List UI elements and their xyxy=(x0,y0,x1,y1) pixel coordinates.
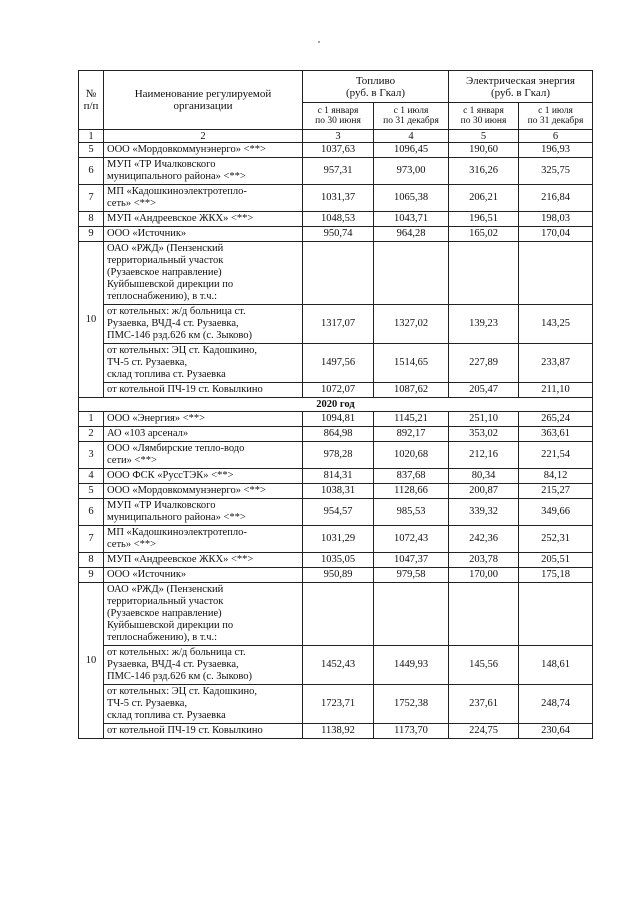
organization-name: ООО ФСК «РуссТЭК» <**> xyxy=(104,469,303,484)
header-electric-h1: с 1 января по 30 июня xyxy=(449,103,519,130)
tariff-value: 954,57 xyxy=(303,499,374,526)
tariff-value: 316,26 xyxy=(449,158,519,185)
column-number: 2 xyxy=(104,130,303,143)
tariff-value: 251,10 xyxy=(449,412,519,427)
tariff-value: 145,56 xyxy=(449,646,519,685)
tariff-value: 1038,31 xyxy=(303,484,374,499)
tariff-value: 353,02 xyxy=(449,427,519,442)
header-fuel-h1: с 1 января по 30 июня xyxy=(303,103,374,130)
organization-name: МУП «ТР Ичалковского муниципального района» <**> xyxy=(104,499,303,526)
header-num: № п/п xyxy=(79,71,104,130)
tariff-value: 203,78 xyxy=(449,553,519,568)
tariff-value: 1048,53 xyxy=(303,212,374,227)
row-number: 5 xyxy=(79,143,104,158)
row-number: 8 xyxy=(79,212,104,227)
tariff-value: 950,89 xyxy=(303,568,374,583)
tariff-value: 979,58 xyxy=(374,568,449,583)
tariff-value: 985,53 xyxy=(374,499,449,526)
tariff-table xyxy=(78,70,593,739)
tariff-value: 864,98 xyxy=(303,427,374,442)
boiler-name: от котельных: ЭЦ ст. Кадошкино, ТЧ-5 ст. Рузаевка, склад топлива ст. Рузаевка xyxy=(104,685,303,724)
tariff-value: 205,47 xyxy=(449,383,519,398)
boiler-name: от котельных: ЭЦ ст. Кадошкино, ТЧ-5 ст. Рузаевка, склад топлива ст. Рузаевка xyxy=(104,344,303,383)
year-label: 2020 год xyxy=(79,398,593,412)
empty-cell xyxy=(449,583,519,646)
tariff-value: 205,51 xyxy=(519,553,593,568)
tariff-value: 1317,07 xyxy=(303,305,374,344)
table-subrow xyxy=(79,305,593,344)
tariff-value: 211,10 xyxy=(519,383,593,398)
tariff-value: 814,31 xyxy=(303,469,374,484)
row-number: 6 xyxy=(79,499,104,526)
tariff-value: 964,28 xyxy=(374,227,449,242)
organization-name: МУП «Андреевское ЖКХ» <**> xyxy=(104,212,303,227)
table-row xyxy=(79,412,593,427)
organization-name: АО «103 арсенал» xyxy=(104,427,303,442)
tariff-value: 265,24 xyxy=(519,412,593,427)
boiler-name: от котельной ПЧ-19 ст. Ковылкино xyxy=(104,383,303,398)
table-row xyxy=(79,242,593,305)
tariff-value: 1514,65 xyxy=(374,344,449,383)
tariff-value: 237,61 xyxy=(449,685,519,724)
tariff-value: 1096,45 xyxy=(374,143,449,158)
empty-cell xyxy=(519,583,593,646)
organization-name: ООО «Энергия» <**> xyxy=(104,412,303,427)
tariff-value: 1138,92 xyxy=(303,724,374,739)
tariff-value: 227,89 xyxy=(449,344,519,383)
row-number: 7 xyxy=(79,526,104,553)
tariff-value: 190,60 xyxy=(449,143,519,158)
tariff-value: 1145,21 xyxy=(374,412,449,427)
table-row xyxy=(79,484,593,499)
tariff-value: 1031,37 xyxy=(303,185,374,212)
organization-name: ООО «Источник» xyxy=(104,227,303,242)
tariff-value: 1449,93 xyxy=(374,646,449,685)
table-row xyxy=(79,553,593,568)
organization-name: ОАО «РЖД» (Пензенский территориальный участок (Рузаевское направление) Куйбышевской дирекции по теплоснабжению), в т.ч.: xyxy=(104,583,303,646)
tariff-value: 1065,38 xyxy=(374,185,449,212)
tariff-value: 139,23 xyxy=(449,305,519,344)
organization-name: ООО «Мордовкоммунэнерго» <**> xyxy=(104,484,303,499)
tariff-value: 349,66 xyxy=(519,499,593,526)
empty-cell xyxy=(303,242,374,305)
table-row xyxy=(79,442,593,469)
empty-cell xyxy=(374,242,449,305)
tariff-value: 242,36 xyxy=(449,526,519,553)
organization-name: МП «Кадошкиноэлектротепло- сеть» <**> xyxy=(104,185,303,212)
tariff-value: 973,00 xyxy=(374,158,449,185)
row-number: 8 xyxy=(79,553,104,568)
header-row xyxy=(79,71,593,103)
tariff-value: 170,00 xyxy=(449,568,519,583)
tariff-value: 978,28 xyxy=(303,442,374,469)
tariff-value: 80,34 xyxy=(449,469,519,484)
table-row xyxy=(79,427,593,442)
row-number: 6 xyxy=(79,158,104,185)
scan-speck xyxy=(318,41,320,43)
header-fuel: Топливо (руб. в Гкал) xyxy=(303,71,449,103)
row-number: 3 xyxy=(79,442,104,469)
header-electric: Электрическая энергия (руб. в Гкал) xyxy=(449,71,593,103)
row-number: 7 xyxy=(79,185,104,212)
tariff-value: 1047,37 xyxy=(374,553,449,568)
tariff-value: 1094,81 xyxy=(303,412,374,427)
organization-name: МУП «Андреевское ЖКХ» <**> xyxy=(104,553,303,568)
tariff-value: 1452,43 xyxy=(303,646,374,685)
table-subrow xyxy=(79,383,593,398)
tariff-value: 252,31 xyxy=(519,526,593,553)
tariff-value: 1723,71 xyxy=(303,685,374,724)
tariff-value: 1031,29 xyxy=(303,526,374,553)
table-row xyxy=(79,185,593,212)
row-number: 10 xyxy=(79,583,104,739)
tariff-value: 1497,56 xyxy=(303,344,374,383)
column-number: 3 xyxy=(303,130,374,143)
tariff-value: 170,04 xyxy=(519,227,593,242)
tariff-value: 206,21 xyxy=(449,185,519,212)
column-number-row xyxy=(79,130,593,143)
tariff-value: 1043,71 xyxy=(374,212,449,227)
organization-name: МУП «ТР Ичалковского муниципального района» <**> xyxy=(104,158,303,185)
column-number: 1 xyxy=(79,130,104,143)
table-row xyxy=(79,499,593,526)
organization-name: ООО «Лямбирские тепло-водо сети» <**> xyxy=(104,442,303,469)
boiler-name: от котельных: ж/д больница ст. Рузаевка, ВЧД-4 ст. Рузаевка, ПМС-146 рзд.626 км (с. Зыково) xyxy=(104,305,303,344)
tariff-value: 1020,68 xyxy=(374,442,449,469)
tariff-value: 248,74 xyxy=(519,685,593,724)
tariff-value: 1035,05 xyxy=(303,553,374,568)
tariff-value: 221,54 xyxy=(519,442,593,469)
table-row xyxy=(79,227,593,242)
tariff-value: 175,18 xyxy=(519,568,593,583)
tariff-value: 1752,38 xyxy=(374,685,449,724)
table-row xyxy=(79,143,593,158)
tariff-value: 950,74 xyxy=(303,227,374,242)
table-body xyxy=(79,130,593,739)
row-number: 2 xyxy=(79,427,104,442)
organization-name: МП «Кадошкиноэлектротепло- сеть» <**> xyxy=(104,526,303,553)
table-subrow xyxy=(79,344,593,383)
empty-cell xyxy=(449,242,519,305)
column-number: 5 xyxy=(449,130,519,143)
tariff-value: 957,31 xyxy=(303,158,374,185)
organization-name: ОАО «РЖД» (Пензенский территориальный участок (Рузаевское направление) Куйбышевской дирекции по теплоснабжению), в т.ч.: xyxy=(104,242,303,305)
tariff-value: 143,25 xyxy=(519,305,593,344)
tariff-value: 198,03 xyxy=(519,212,593,227)
row-number: 9 xyxy=(79,227,104,242)
header-name: Наименование регулируемой организации xyxy=(104,71,303,130)
empty-cell xyxy=(374,583,449,646)
table-subrow xyxy=(79,646,593,685)
tariff-value: 196,93 xyxy=(519,143,593,158)
tariff-value: 230,64 xyxy=(519,724,593,739)
boiler-name: от котельных: ж/д больница ст. Рузаевка, ВЧД-4 ст. Рузаевка, ПМС-146 рзд.626 км (с. Зыково) xyxy=(104,646,303,685)
table-row xyxy=(79,526,593,553)
column-number: 6 xyxy=(519,130,593,143)
tariff-value: 837,68 xyxy=(374,469,449,484)
empty-cell xyxy=(519,242,593,305)
row-number: 9 xyxy=(79,568,104,583)
row-number: 5 xyxy=(79,484,104,499)
tariff-value: 1128,66 xyxy=(374,484,449,499)
table-row xyxy=(79,469,593,484)
column-number: 4 xyxy=(374,130,449,143)
tariff-value: 1072,07 xyxy=(303,383,374,398)
tariff-value: 196,51 xyxy=(449,212,519,227)
table-row xyxy=(79,583,593,646)
tariff-value: 1087,62 xyxy=(374,383,449,398)
empty-cell xyxy=(303,583,374,646)
boiler-name: от котельной ПЧ-19 ст. Ковылкино xyxy=(104,724,303,739)
table-subrow xyxy=(79,685,593,724)
tariff-value: 233,87 xyxy=(519,344,593,383)
tariff-value: 892,17 xyxy=(374,427,449,442)
header-fuel-h2: с 1 июля по 31 декабря xyxy=(374,103,449,130)
tariff-value: 216,84 xyxy=(519,185,593,212)
organization-name: ООО «Источник» xyxy=(104,568,303,583)
tariff-value: 84,12 xyxy=(519,469,593,484)
table-subrow xyxy=(79,724,593,739)
row-number: 4 xyxy=(79,469,104,484)
tariff-value: 1037,63 xyxy=(303,143,374,158)
tariff-value: 224,75 xyxy=(449,724,519,739)
tariff-value: 148,61 xyxy=(519,646,593,685)
tariff-value: 339,32 xyxy=(449,499,519,526)
tariff-value: 363,61 xyxy=(519,427,593,442)
year-row xyxy=(79,398,593,412)
row-number: 1 xyxy=(79,412,104,427)
tariff-value: 200,87 xyxy=(449,484,519,499)
tariff-value: 1072,43 xyxy=(374,526,449,553)
tariff-value: 215,27 xyxy=(519,484,593,499)
header-electric-h2: с 1 июля по 31 декабря xyxy=(519,103,593,130)
table-row xyxy=(79,158,593,185)
row-number: 10 xyxy=(79,242,104,398)
tariff-value: 165,02 xyxy=(449,227,519,242)
tariff-value: 325,75 xyxy=(519,158,593,185)
table-row xyxy=(79,212,593,227)
tariff-value: 212,16 xyxy=(449,442,519,469)
organization-name: ООО «Мордовкоммунэнерго» <**> xyxy=(104,143,303,158)
tariff-value: 1327,02 xyxy=(374,305,449,344)
tariff-value: 1173,70 xyxy=(374,724,449,739)
table-row xyxy=(79,568,593,583)
